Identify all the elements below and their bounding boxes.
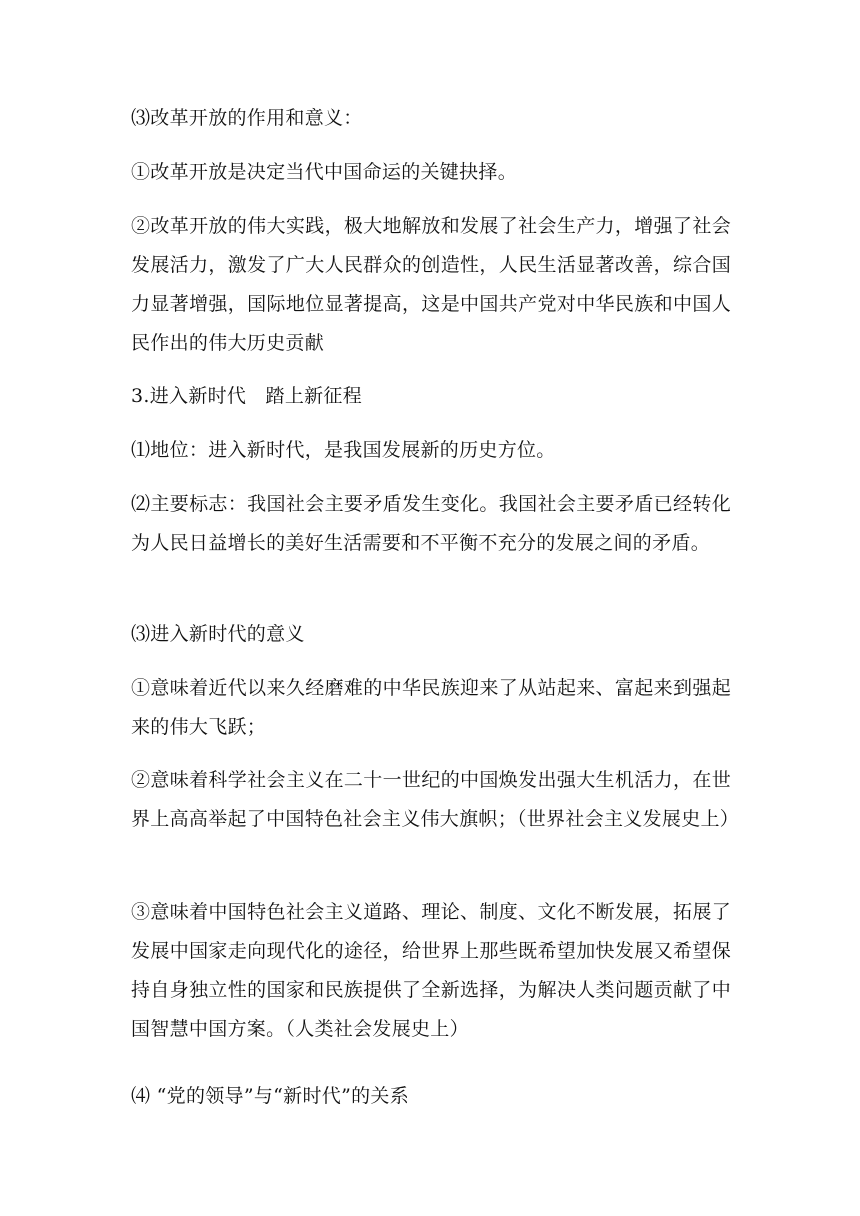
section-heading-new-era: 3.进入新时代 踏上新征程	[131, 385, 363, 407]
paragraph-meaning-1: ①意味着近代以来久经磨难的中华民族迎来了从站起来、富起来到强起来的伟大飞跃；	[131, 677, 731, 738]
heading-new-era-meaning: ⑶进入新时代的意义	[131, 623, 305, 645]
paragraph-meaning-3: ③意味着中国特色社会主义道路、理论、制度、文化不断发展，拓展了发展中国家走向现代化的途径，给世界上那些既希望加快发展又希望保持自身独立性的国家和民族提供了全新选择，为解决人类问题贡献了中国智慧中国方案。（人类社会发展史上）	[131, 901, 731, 1040]
paragraph-new-era-status: ⑴地位：进入新时代，是我国发展新的历史方位。	[131, 439, 556, 461]
paragraph-meaning-2: ②意味着科学社会主义在二十一世纪的中国焕发出强大生机活力，在世界上高高举起了中国特色社会主义伟大旗帜；（世界社会主义发展史上）	[131, 769, 740, 830]
paragraph-reform-key-choice: ①改革开放是决定当代中国命运的关键抉择。	[131, 161, 518, 183]
heading-party-leadership-relation: ⑷ “党的领导”与“新时代”的关系	[131, 1085, 409, 1107]
paragraph-new-era-sign: ⑵主要标志：我国社会主要矛盾发生变化。我国社会主要矛盾已经转化为人民日益增长的美好生活需要和不平衡不充分的发展之间的矛盾。	[131, 493, 731, 554]
paragraph-reform-practice: ②改革开放的伟大实践，极大地解放和发展了社会生产力，增强了社会发展活力，激发了广大人民群众的创造性，人民生活显著改善，综合国力显著增强，国际地位显著提高，这是中国共产党对中华民族和中国人民作出的伟大历史贡献	[131, 215, 731, 354]
heading-reform-significance: ⑶改革开放的作用和意义：	[131, 107, 363, 129]
